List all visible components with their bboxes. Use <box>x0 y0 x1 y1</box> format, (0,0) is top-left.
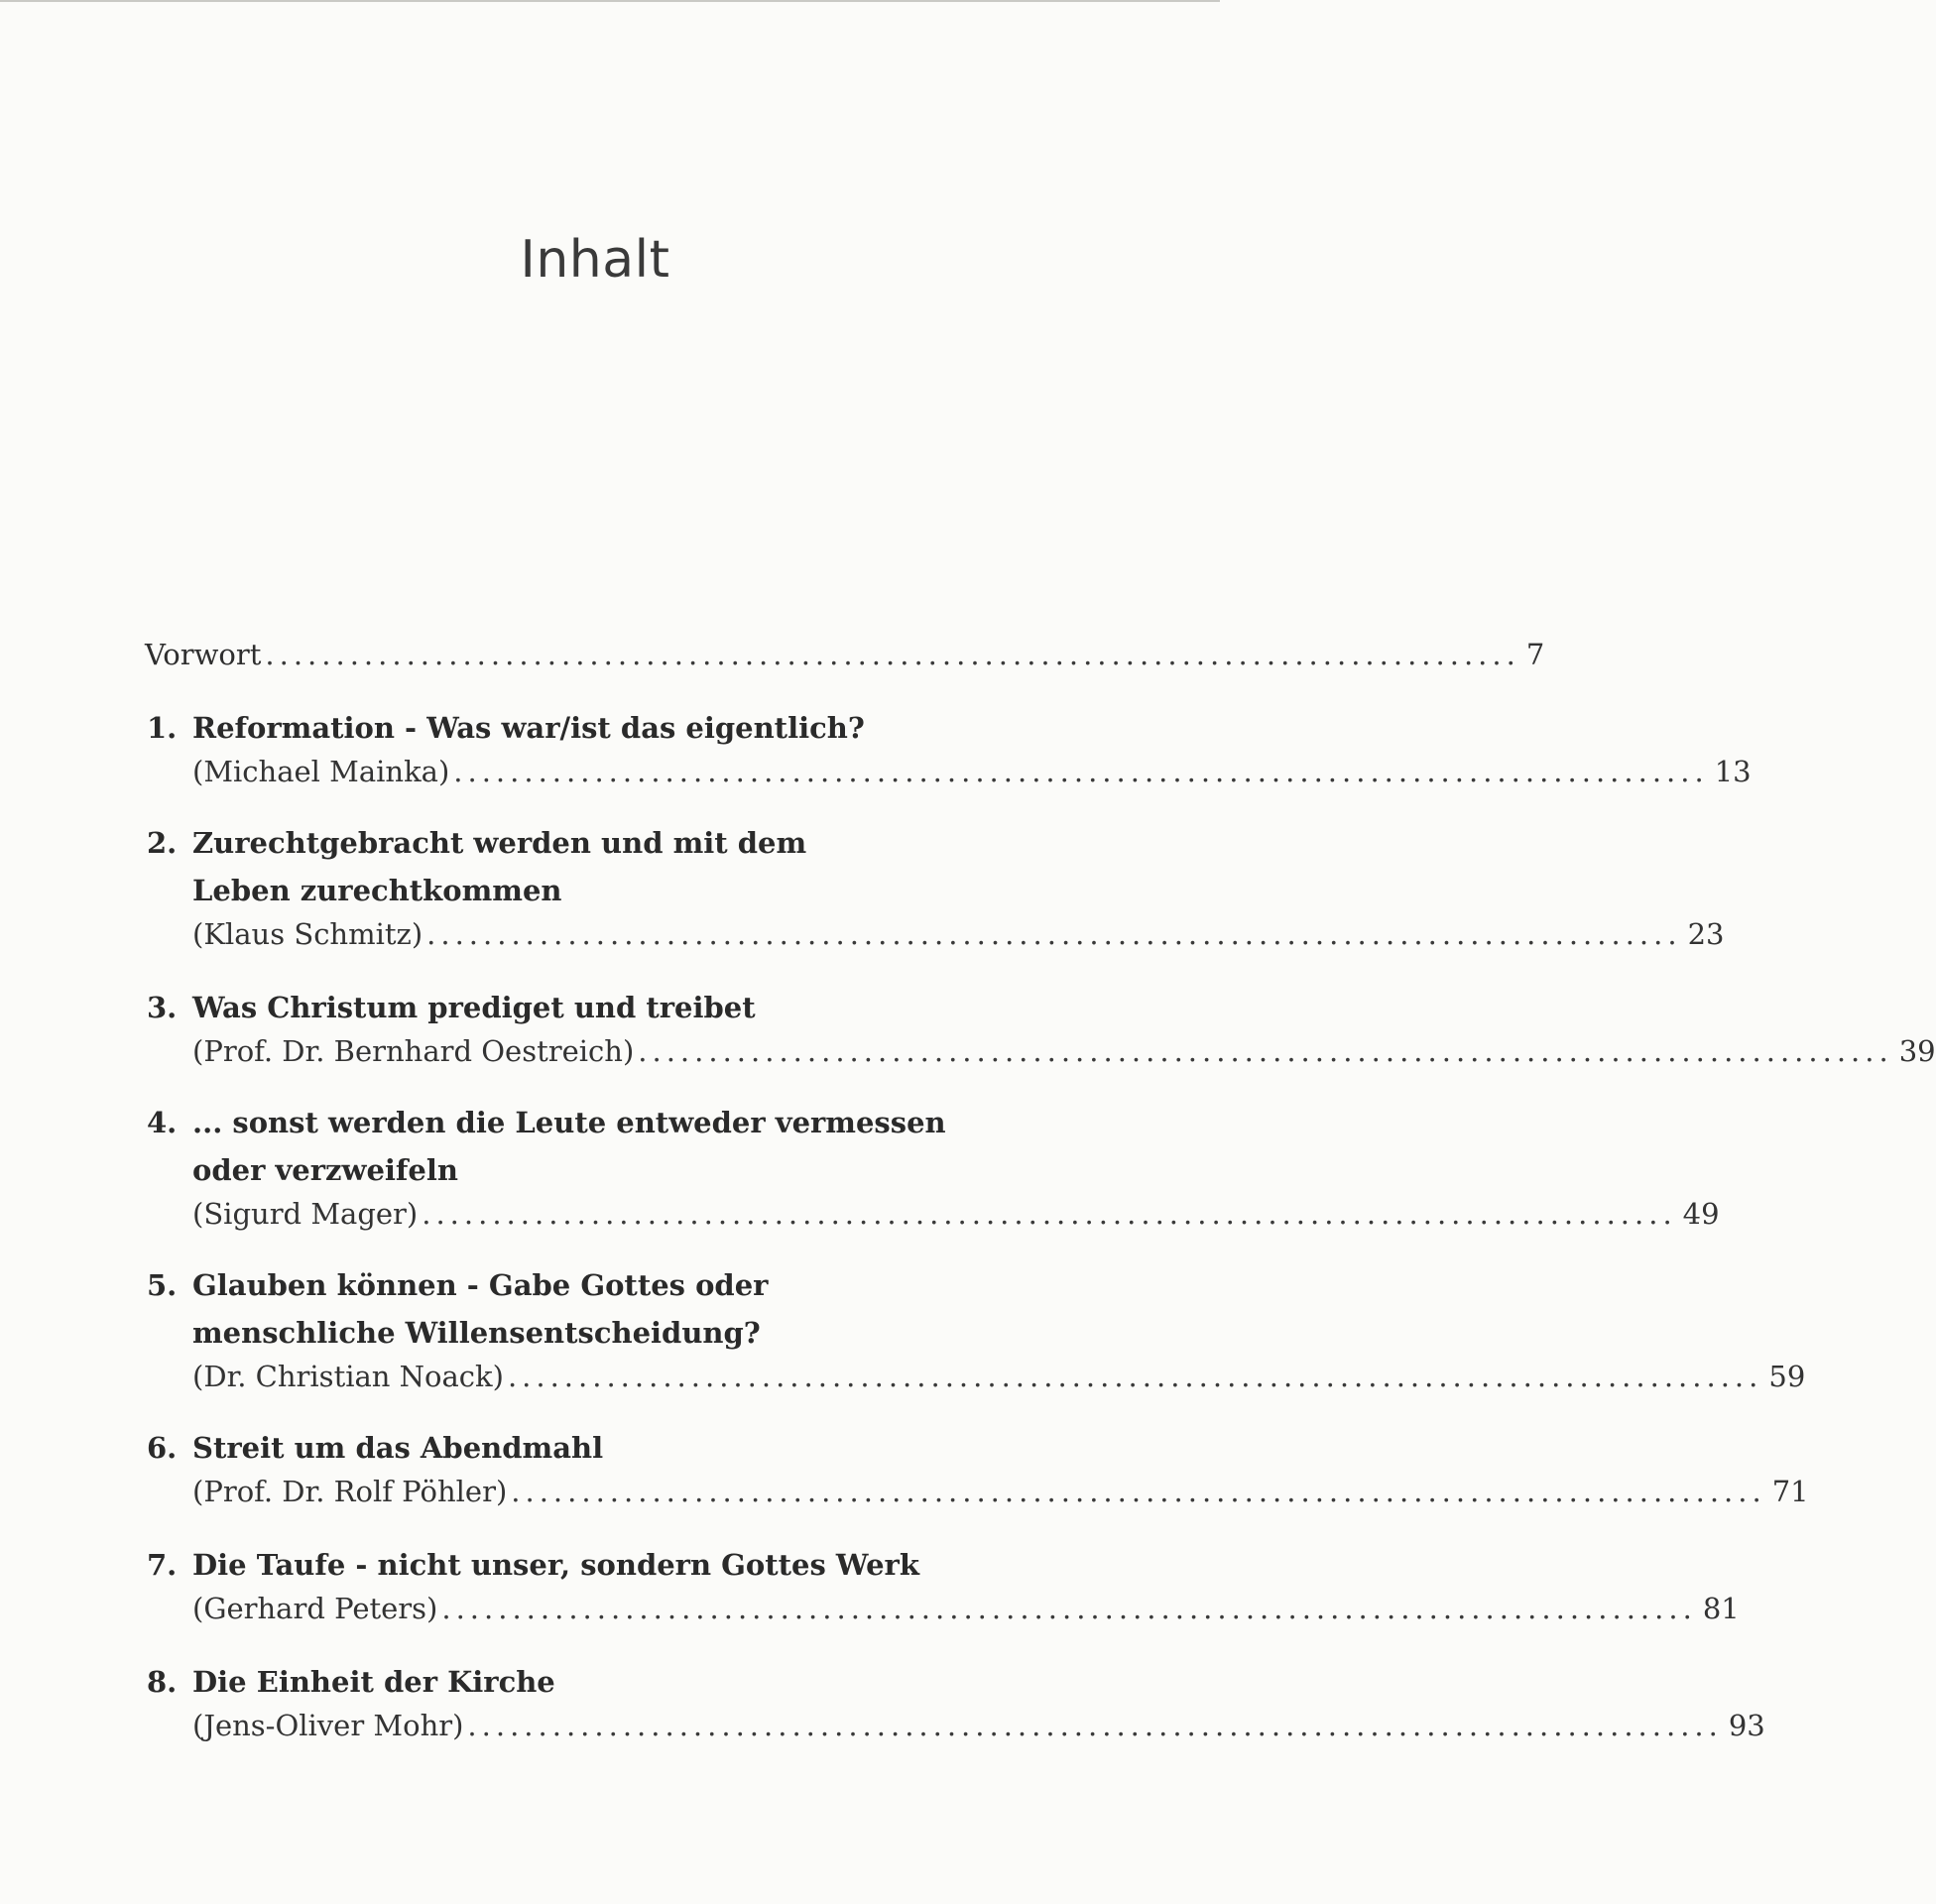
toc-entry-title: ... sonst werden die Leute entweder vermessen oder verzweifeln <box>192 1106 946 1187</box>
toc-entry-author: (Prof. Dr. Bernhard Oestreich) <box>192 1034 635 1068</box>
leader-dots: ......................................................................................... <box>441 1592 1697 1625</box>
toc-entry-number: 7. <box>147 1548 178 1582</box>
toc-entry-author-line <box>192 1031 1936 1071</box>
toc-entry-author: (Gerhard Peters) <box>192 1592 438 1625</box>
toc-page-number: 71 <box>1771 1475 1809 1508</box>
toc-entry-author-line <box>192 1194 1720 1234</box>
toc-entry-author-line <box>192 1589 1740 1628</box>
leader-dots: ......................................................................................... <box>507 1360 1763 1393</box>
toc-entry-author-line <box>192 914 1725 954</box>
toc-entry-title: Streit um das Abendmahl <box>192 1431 604 1465</box>
toc-entry-author: (Sigurd Mager) <box>192 1197 419 1231</box>
leader-dots: ......................................................................................... <box>511 1475 1766 1508</box>
toc-entry-author-line <box>192 1472 1809 1511</box>
toc-page-number: 13 <box>1714 755 1752 788</box>
leader-dots: ......................................................................................... <box>638 1034 1893 1068</box>
toc-preface[interactable] <box>145 635 1545 674</box>
toc-entry-author-line <box>192 1706 1765 1745</box>
toc-entry-author: (Klaus Schmitz) <box>192 917 424 951</box>
leader-dots: ......................................................................................... <box>426 917 1682 951</box>
toc-page-number: 23 <box>1687 917 1725 951</box>
toc-entry-author-line <box>192 1357 1806 1396</box>
toc-entry-number: 3. <box>147 991 178 1024</box>
toc-entry-number: 1. <box>147 711 178 745</box>
toc-page-number: 93 <box>1728 1709 1765 1742</box>
toc-entry-author: (Dr. Christian Noack) <box>192 1360 504 1393</box>
leader-dots: ......................................................................................... <box>265 638 1520 671</box>
toc-entry-author: (Jens-Oliver Mohr) <box>192 1709 464 1742</box>
toc-page-number: 7 <box>1525 638 1545 671</box>
toc-entry-title: Die Einheit der Kirche <box>192 1665 555 1699</box>
leader-dots: ......................................................................................... <box>453 755 1709 788</box>
toc-entry-title: Glauben können - Gabe Gottes oder menschliche Willensentscheidung? <box>192 1268 769 1350</box>
page-edge <box>0 0 1220 2</box>
toc-entry-number: 4. <box>147 1106 178 1139</box>
toc-page-number: 39 <box>1898 1034 1936 1068</box>
toc-entry-title: Zurechtgebracht werden und mit dem Leben zurechtkommen <box>192 826 807 907</box>
toc-entry-author-line <box>192 752 1752 791</box>
toc-entry-number: 6. <box>147 1431 178 1465</box>
toc-entry-title: Reformation - Was war/ist das eigentlich? <box>192 711 865 745</box>
toc-entry-number: 2. <box>147 826 178 860</box>
toc-preface-label: Vorwort <box>145 638 262 671</box>
toc-entry-title: Was Christum prediget und treibet <box>192 991 756 1024</box>
toc-entry-number: 5. <box>147 1268 178 1302</box>
toc-entry-author: (Prof. Dr. Rolf Pöhler) <box>192 1475 508 1508</box>
leader-dots: ......................................................................................... <box>467 1709 1723 1742</box>
toc-entry-author: (Michael Mainka) <box>192 755 450 788</box>
page-title: Inhalt <box>520 230 670 290</box>
toc-page-number: 81 <box>1702 1592 1740 1625</box>
toc-entry-title: Die Taufe - nicht unser, sondern Gottes Werk <box>192 1548 919 1582</box>
toc-page-number: 59 <box>1768 1360 1806 1393</box>
toc-page-number: 49 <box>1682 1197 1720 1231</box>
toc-entry-number: 8. <box>147 1665 178 1699</box>
leader-dots: ......................................................................................... <box>422 1197 1677 1231</box>
